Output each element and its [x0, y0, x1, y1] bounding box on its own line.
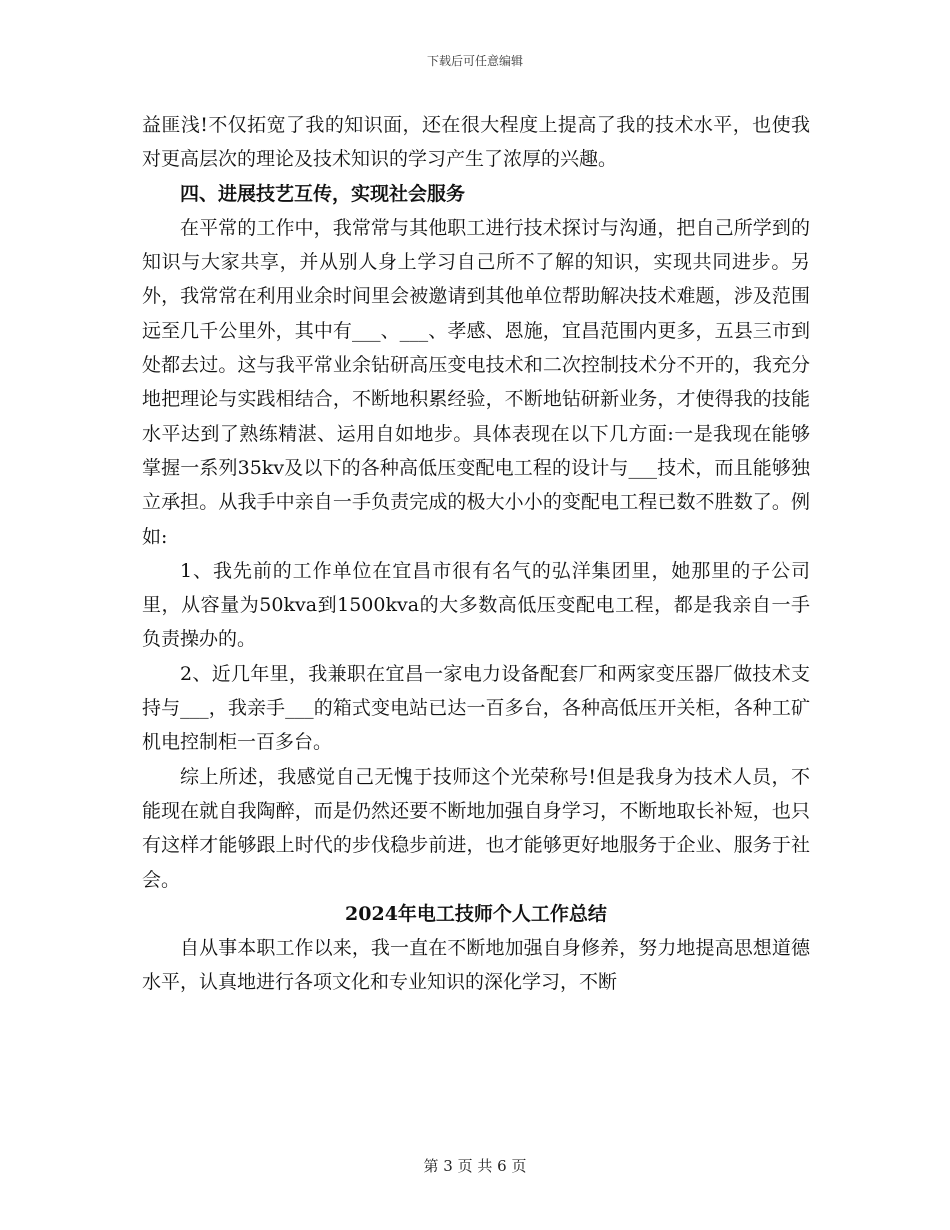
page-header: 下载后可任意编辑	[426, 54, 523, 68]
document-title: 2024年电工技师个人工作总结	[345, 902, 607, 925]
paragraph-intro: 益匪浅!不仅拓宽了我的知识面，还在很大程度上提高了我的技术水平，也使我对更高层次的理论及技术知识的学习产生了浓厚的兴趣。	[142, 114, 810, 171]
paragraph-example-1: 1、我先前的工作单位在宜昌市很有名气的弘洋集团里，她那里的子公司里，从容量为50kva到1500kva的大多数高低压变配电工程，都是我亲自一手负责操办的。	[142, 559, 810, 651]
document-body	[142, 108, 810, 1000]
paragraph-new-summary-start: 自从事本职工作以来，我一直在不断地加强自身修养，努力地提高思想道德水平，认真地进行各项文化和专业知识的深化学习，不断	[142, 937, 810, 994]
paragraph-example-2: 2、近几年里，我兼职在宜昌一家电力设备配套厂和两家变压器厂做技术支持与___，我亲手___的箱式变电站已达一百多台，各种高低压开关柜，各种工矿机电控制柜一百多台。	[142, 662, 810, 754]
paragraph-skills-sharing: 在平常的工作中，我常常与其他职工进行技术探讨与沟通，把自己所学到的知识与大家共享，并从别人身上学习自己所不了解的知识，实现共同进步。另外，我常常在利用业余时间里会被邀请到其他单位帮助解决技术难题，涉及范围远至几千公里外，其中有___、___、孝感、恩施，宜昌范围内更多，五县三市到处都去过。这与我平常业余钻研高压变电技术和二次控制技术分不开的，我充分地把理论与实践相结合，不断地积累经验，不断地钻研新业务，才使得我的技能水平达到了熟练精湛、运用自如地步。具体表现在以下几方面:一是我现在能够掌握一系列35kv及以下的各种高低压变配电工程的设计与___技术，而且能够独立承担。从我手中亲自一手负责完成的极大小小的变配电工程已数不胜数了。例如:	[142, 216, 810, 548]
page-number: 第 3 页 共 6 页	[423, 1157, 527, 1175]
section-heading-4: 四、进展技艺互传，实现社会服务	[180, 182, 466, 205]
paragraph-summary: 综上所述，我感觉自己无愧于技师这个光荣称号!但是我身为技术人员，不能现在就自我陶醉，而是仍然还要不断地加强自身学习，不断地取长补短，也只有这样才能够跟上时代的步伐稳步前进，也才能够更好地服务于企业、服务于社会。	[142, 765, 810, 891]
